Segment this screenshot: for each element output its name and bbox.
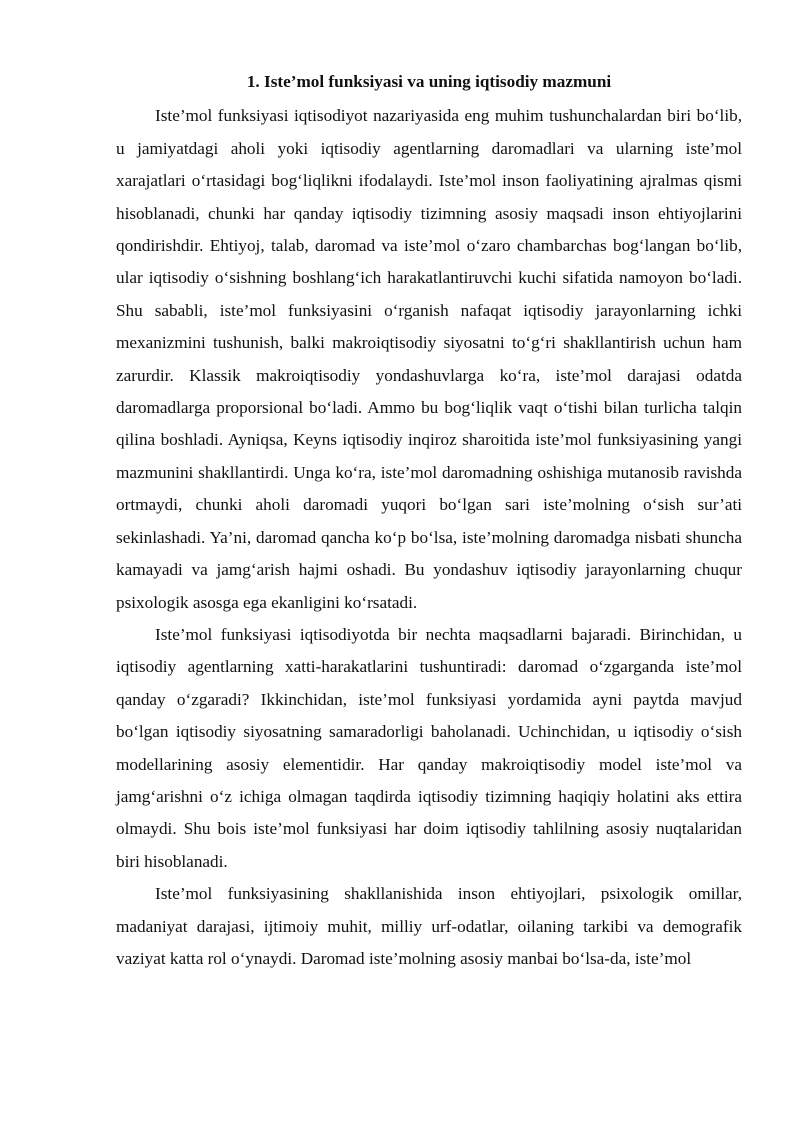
paragraph-1: Iste’mol funksiyasi iqtisodiyot nazariyasida eng muhim tushunchalardan biri bo‘lib, u jamiyatdagi aholi yoki iqtisodiy agentlarning daromadlari va ularning iste’mol xarajatlari o‘rtasidagi bog‘liqlikni ifodalaydi. Iste’mol inson faoliyatining ajralmas qismi hisoblanadi, chunki har qanday iqtisodiy tizimning asosiy maqsadi inson ehtiyojlarini qondirishdir. Ehtiyoj, talab, daromad va iste’mol o‘zaro chambarchas bog‘langan bo‘lib, ular iqtisodiy o‘sishning boshlang‘ich harakatlantiruvchi kuchi sifatida namoyon bo‘ladi. Shu sababli, iste’mol funksiyasini o‘rganish nafaqat iqtisodiy jarayonlarning ichki mexanizmini tushunish, balki makroiqtisodiy siyosatni to‘g‘ri shakllantirish uchun ham zarurdir. Klassik makroiqtisodiy yondashuvlarga ko‘ra, iste’mol darajasi odatda daromadlarga proporsional bo‘ladi. Ammo bu bog‘liqlik vaqt o‘tishi bilan turlicha talqin qilina boshladi. Ayniqsa, Keyns iqtisodiy inqiroz sharoitida iste’mol funksiyasining yangi mazmunini shakllantirdi. Unga ko‘ra, iste’mol daromadning oshishiga mutanosib ravishda ortmaydi, chunki aholi daromadi yuqori bo‘lgan sari iste’molning o‘sish sur’ati sekinlashadi. Ya’ni, daromad qancha ko‘p bo‘lsa, iste’molning daromadga nisbati shuncha kamayadi va jamg‘arish hajmi oshadi. Bu yondashuv iqtisodiy jarayonlarning chuqur psixologik asosga ega ekanligini ko‘rsatadi.: [116, 106, 742, 612]
paragraph-2: Iste’mol funksiyasi iqtisodiyotda bir nechta maqsadlarni bajaradi. Birinchidan, u iqtisodiy agentlarning xatti-harakatlarini tushuntiradi: daromad o‘zgarganda iste’mol qanday o‘zgaradi? Ikkinchidan, iste’mol funksiyasi yordamida ayni paytda mavjud bo‘lgan iqtisodiy siyosatning samaradorligi baholanadi. Uchinchidan, u iqtisodiy o‘sish modellarining asosiy elementidir. Har qanday makroiqtisodiy model iste’mol va jamg‘arishni o‘z ichiga olmagan taqdirda iqtisodiy tizimning haqiqiy holatini aks ettira olmaydi. Shu bois iste’mol funksiyasi har doim iqtisodiy tahlilning asosiy nuqtalaridan biri hisoblanadi.: [116, 624, 742, 871]
paragraph-3: Iste’mol funksiyasining shakllanishida inson ehtiyojlari, psixologik omillar, madaniyat darajasi, ijtimoiy muhit, milliy urf-odatlar, oilaning tarkibi va demografik vaziyat katta rol o‘ynaydi. Daromad iste’molning asosiy manbai bo‘lsa-da, iste’mol: [116, 884, 742, 968]
section-title: 1. Iste’mol funksiyasi va uning iqtisodiy mazmuni: [246, 72, 612, 91]
document-page: [116, 66, 742, 975]
